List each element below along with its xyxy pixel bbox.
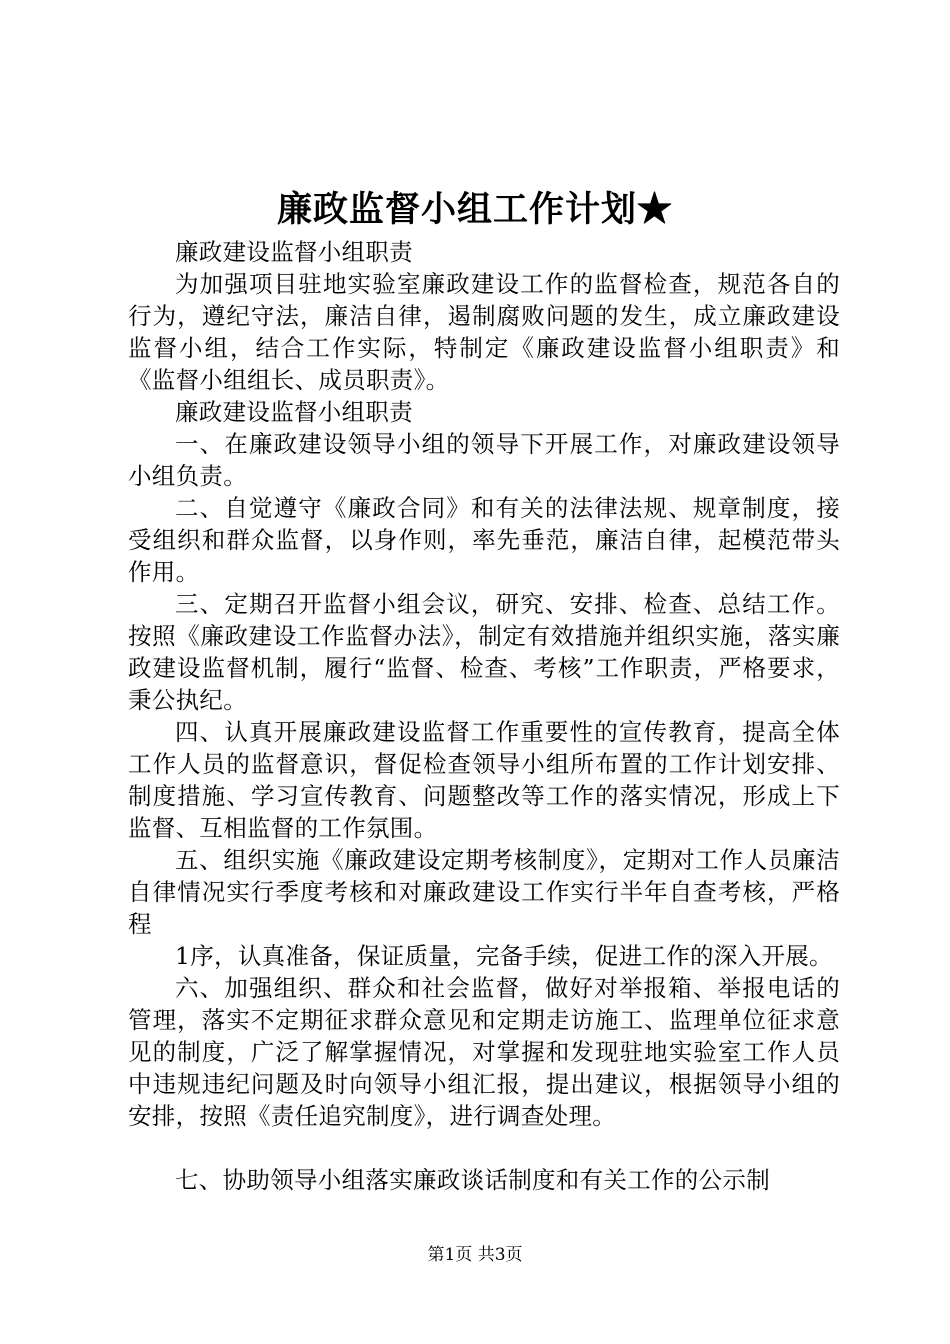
duty-item-4: 四、认真开展廉政建设监督工作重要性的宣传教育，提高全体工作人员的监督意识，督促检查领导小组所布置的工作计划安排、制度措施、学习宣传教育、问题整改等工作的落实情况，形成上下监督、互相监督的工作氛围。	[128, 718, 840, 842]
document-title: 廉政监督小组工作计划★	[276, 189, 673, 230]
duty-item-6: 六、加强组织、群众和社会监督，做好对举报箱、举报电话的管理，落实不定期征求群众意见和定期走访施工、监理单位征求意见的制度，广泛了解掌握情况，对掌握和发现驻地实验室工作人员中违规违纪问题及时向领导小组汇报，提出建议，根据领导小组的安排，按照《责任追究制度》，进行调查处理。	[128, 974, 840, 1130]
duty-item-2: 二、自觉遵守《廉政合同》和有关的法律法规、规章制度，接受组织和群众监督，以身作则，率先垂范，廉洁自律，起模范带头作用。	[128, 494, 840, 586]
section-heading: 廉政建设监督小组职责	[175, 238, 413, 266]
duty-item-5: 五、组织实施《廉政建设定期考核制度》，定期对工作人员廉洁自律情况实行季度考核和对廉政建设工作实行半年自查考核，严格程	[128, 846, 840, 938]
duty-item-3: 三、定期召开监督小组会议，研究、安排、检查、总结工作。按照《廉政建设工作监督办法》，制定有效措施并组织实施，落实廉政建设监督机制，履行“监督、检查、考核”工作职责，严格要求，秉公执纪。	[128, 590, 840, 714]
page-footer: 第1页 共3页	[427, 1245, 523, 1265]
duty-item-1: 一、在廉政建设领导小组的领导下开展工作，对廉政建设领导小组负责。	[128, 430, 840, 490]
duty-item-7: 七、协助领导小组落实廉政谈话制度和有关工作的公示制	[175, 1166, 770, 1194]
intro-paragraph: 为加强项目驻地实验室廉政建设工作的监督检查，规范各自的行为，遵纪守法，廉洁自律，遏制腐败问题的发生，成立廉政建设监督小组，结合工作实际，特制定《廉政建设监督小组职责》和《监督小组组长、成员职责》。	[128, 270, 840, 394]
section-heading: 廉政建设监督小组职责	[175, 398, 413, 426]
duty-item-5-continued: 1序，认真准备，保证质量，完备手续，促进工作的深入开展。	[175, 942, 833, 970]
document-body	[128, 236, 840, 1196]
